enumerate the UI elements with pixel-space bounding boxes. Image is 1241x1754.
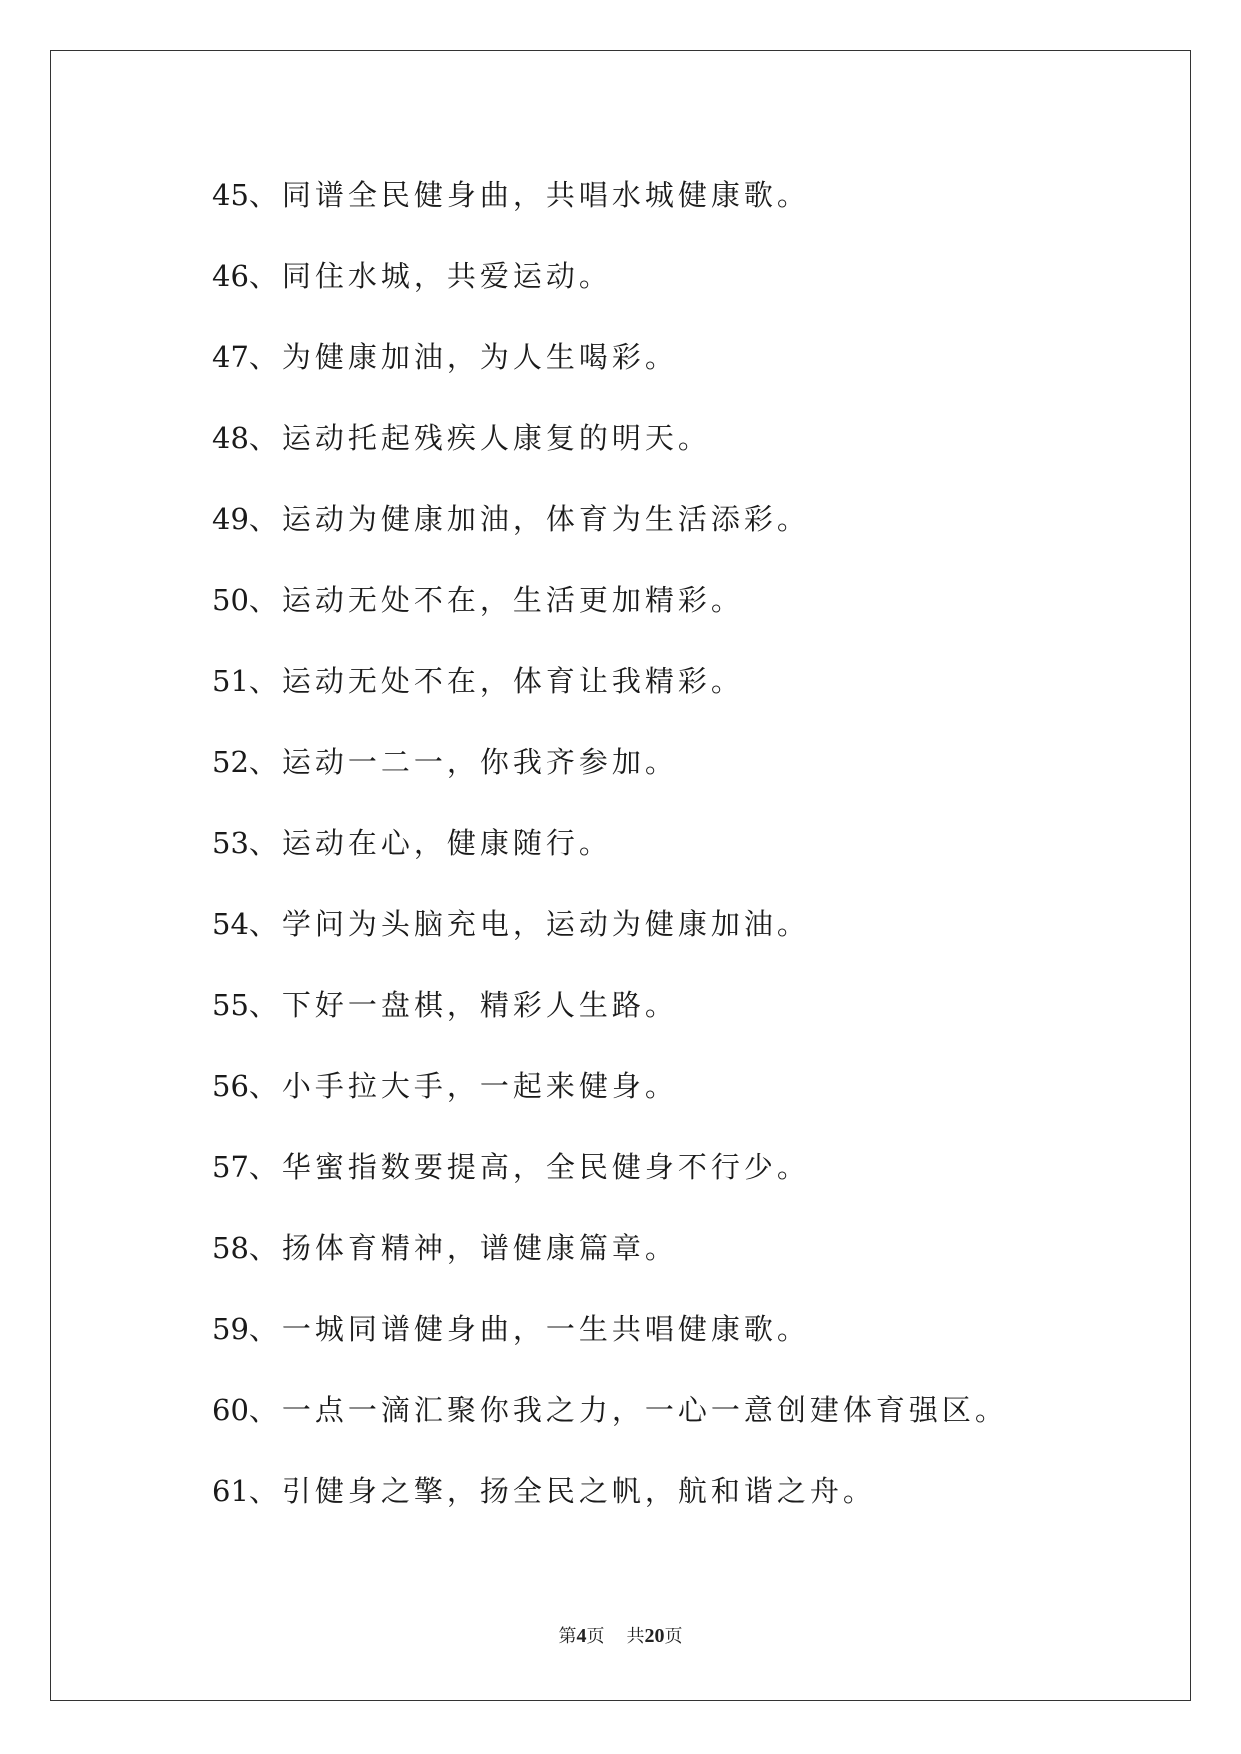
slogan-item (212, 251, 1008, 332)
footer-total-prefix: 共 (626, 1626, 645, 1646)
slogan-separator: 、 (248, 502, 282, 536)
slogan-number: 47 (212, 340, 249, 374)
slogan-text: 小手拉大手，一起来健身。 (281, 1069, 678, 1103)
slogan-text: 一点一滴汇聚你我之力，一心一意创建体育强区。 (281, 1393, 1008, 1427)
slogan-separator: 、 (248, 1393, 282, 1427)
slogan-separator: 、 (248, 1150, 282, 1184)
slogan-separator: 、 (248, 1474, 282, 1508)
slogan-text: 一城同谱健身曲，一生共唱健康歌。 (281, 1312, 810, 1346)
slogan-text: 运动无处不在，生活更加精彩。 (281, 583, 744, 617)
slogan-item (212, 332, 1008, 413)
slogan-text: 运动托起残疾人康复的明天。 (281, 421, 711, 455)
footer-total-pages: 20 (644, 1625, 665, 1647)
slogan-text: 同谱全民健身曲，共唱水城健康歌。 (281, 178, 810, 212)
footer-total-suffix: 页 (664, 1626, 683, 1646)
slogan-item (212, 1304, 1008, 1385)
slogan-number: 46 (212, 259, 249, 293)
slogan-text: 学问为头脑充电，运动为健康加油。 (281, 907, 810, 941)
slogan-number: 50 (212, 583, 249, 617)
slogan-item (212, 575, 1008, 656)
slogan-text: 华蜜指数要提高，全民健身不行少。 (281, 1150, 810, 1184)
slogan-item (212, 899, 1008, 980)
slogan-item (212, 818, 1008, 899)
page-footer (0, 1622, 1241, 1648)
footer-page-prefix: 第 (558, 1626, 577, 1646)
slogan-separator: 、 (248, 745, 282, 779)
slogan-item (212, 1385, 1008, 1466)
slogan-separator: 、 (248, 583, 282, 617)
slogan-text: 引健身之擎，扬全民之帆，航和谐之舟。 (281, 1474, 876, 1508)
slogan-separator: 、 (248, 664, 282, 698)
slogan-item (212, 494, 1008, 575)
slogan-item (212, 170, 1008, 251)
slogan-separator: 、 (248, 1231, 282, 1265)
slogan-text: 运动一二一，你我齐参加。 (281, 745, 678, 779)
slogan-separator: 、 (248, 421, 282, 455)
slogan-number: 53 (212, 826, 249, 860)
slogan-text: 运动在心，健康随行。 (281, 826, 612, 860)
slogan-separator: 、 (248, 907, 282, 941)
slogan-text: 运动无处不在，体育让我精彩。 (281, 664, 744, 698)
slogan-number: 54 (212, 907, 249, 941)
slogan-number: 45 (212, 178, 249, 212)
slogan-separator: 、 (248, 259, 282, 293)
slogan-separator: 、 (248, 988, 282, 1022)
slogan-number: 51 (212, 664, 249, 698)
slogan-number: 52 (212, 745, 249, 779)
slogan-item (212, 1466, 1008, 1547)
slogan-item (212, 656, 1008, 737)
slogan-text: 下好一盘棋，精彩人生路。 (281, 988, 678, 1022)
slogan-number: 48 (212, 421, 249, 455)
slogan-number: 57 (212, 1150, 249, 1184)
slogan-separator: 、 (248, 178, 282, 212)
slogan-item (212, 413, 1008, 494)
slogan-separator: 、 (248, 340, 282, 374)
slogan-item (212, 1142, 1008, 1223)
slogan-separator: 、 (248, 826, 282, 860)
slogan-number: 58 (212, 1231, 249, 1265)
slogan-number: 61 (212, 1474, 249, 1508)
slogan-number: 55 (212, 988, 249, 1022)
slogan-number: 56 (212, 1069, 249, 1103)
slogan-number: 59 (212, 1312, 249, 1346)
slogan-number: 60 (212, 1393, 249, 1427)
slogan-list (212, 170, 1008, 1547)
slogan-item (212, 1061, 1008, 1142)
footer-page-suffix: 页 (586, 1626, 605, 1646)
slogan-item (212, 980, 1008, 1061)
slogan-number: 49 (212, 502, 249, 536)
slogan-item (212, 1223, 1008, 1304)
slogan-separator: 、 (248, 1312, 282, 1346)
slogan-text: 同住水城，共爱运动。 (281, 259, 612, 293)
slogan-text: 运动为健康加油，体育为生活添彩。 (281, 502, 810, 536)
slogan-separator: 、 (248, 1069, 282, 1103)
footer-page-number: 4 (576, 1625, 587, 1647)
slogan-text: 扬体育精神，谱健康篇章。 (281, 1231, 678, 1265)
slogan-item (212, 737, 1008, 818)
slogan-text: 为健康加油，为人生喝彩。 (281, 340, 678, 374)
